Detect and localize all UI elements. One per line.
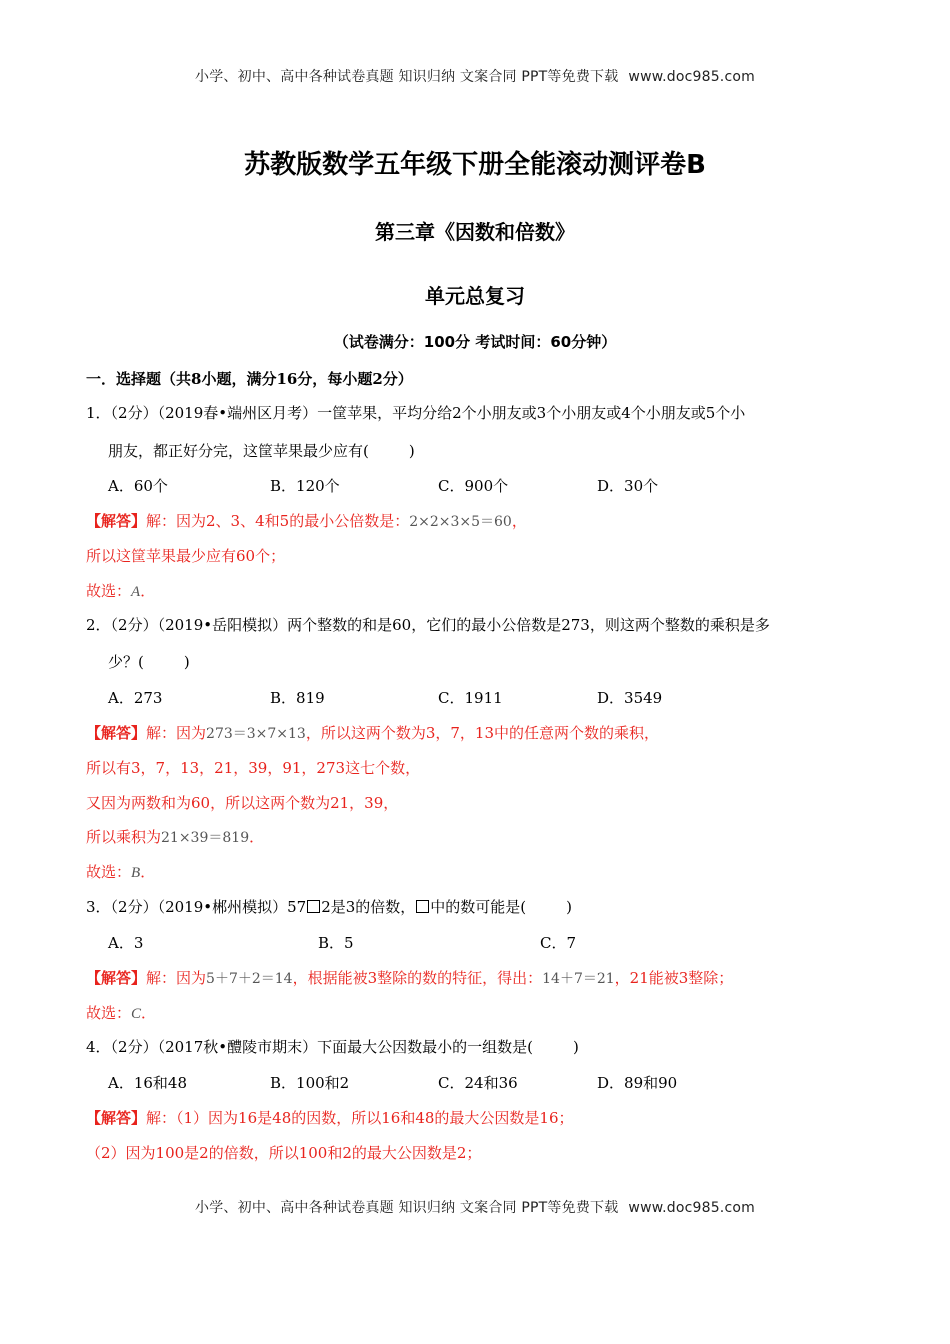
header-text: 小学、初中、高中各种试卷真题 知识归纳 文案合同 PPT等免费下载	[195, 69, 619, 85]
q2-answer-pre: 解：因为	[146, 724, 207, 742]
q2-option-c[interactable]: C．1911	[438, 689, 503, 707]
q1-option-b[interactable]: B．120个	[270, 477, 340, 495]
exam-info: （试卷满分：100分 考试时间：60分钟）	[333, 333, 617, 351]
q1-answer-label: 【解答】	[86, 512, 147, 530]
q3-choice-end: ．	[141, 1004, 157, 1022]
main-title: 苏教版数学五年级下册全能滚动测评卷B	[244, 150, 706, 180]
q3-option-b[interactable]: B．5	[318, 934, 354, 952]
q2-choice-letter: B	[131, 865, 141, 881]
q2-answer-label: 【解答】	[86, 724, 147, 742]
header-url[interactable]: www.doc985.com	[628, 69, 755, 85]
q3-answer-label: 【解答】	[86, 969, 147, 987]
q2-answer4-pre: 所以乘积为	[86, 828, 162, 846]
q3-option-c[interactable]: C．7	[540, 934, 577, 952]
q4-option-b[interactable]: B．100和2	[270, 1074, 350, 1092]
q1-choice-prefix: 故选：	[86, 582, 132, 600]
q1-choice-letter: A	[131, 584, 141, 600]
q3-answer-mid: ，根据能被3整除的数的特征，得出：	[292, 969, 543, 987]
q3-stem-post: 中的数可能是(	[430, 898, 527, 916]
q2-option-b[interactable]: B．819	[270, 689, 325, 707]
q3-answer-math2: 14＋7＝21	[542, 971, 615, 987]
q2-choice-end: ．	[140, 863, 156, 881]
q2-answer-line1	[86, 723, 659, 744]
q2-answer-post: ，所以这两个数为3，7，13中的任意两个数的乘积，	[305, 724, 660, 742]
q1-option-c[interactable]: C．900个	[438, 477, 509, 495]
q1-stem-end: 朋友，都正好分完，这筐苹果最少应有(	[108, 442, 369, 460]
q2-line1: 2．（2分）（2019•岳阳模拟）两个整数的和是60，它们的最小公倍数是273，则这两个整数的乘积是多	[86, 616, 770, 634]
q1-choice-end: ．	[140, 582, 156, 600]
q3-choice	[86, 1003, 156, 1024]
q3-line1	[86, 897, 572, 917]
q2-answer-math: 273＝3×7×13	[206, 726, 306, 742]
q3-choice-letter: C	[131, 1006, 142, 1022]
q1-answer-line2: 所以这筐苹果最少应有60个；	[86, 547, 286, 565]
q2-answer-line4	[86, 827, 264, 848]
page-footer	[0, 1197, 950, 1217]
q4-option-d[interactable]: D．89和90	[597, 1074, 678, 1092]
footer-text: 小学、初中、高中各种试卷真题 知识归纳 文案合同 PPT等免费下载	[195, 1200, 619, 1216]
q2-stem-end: 少？(	[108, 653, 144, 671]
chapter-title: 第三章《因数和倍数》	[375, 220, 575, 244]
q3-answer-line1	[86, 968, 733, 989]
q1-line1: 1．（2分）（2019春•端州区月考）一筐苹果，平均分给2个小朋友或3个小朋友或4个小朋友或5个小	[86, 404, 746, 422]
q4-line1	[86, 1037, 579, 1057]
page-header	[0, 66, 950, 86]
q2-option-d[interactable]: D．3549	[597, 689, 663, 707]
q2-answer4-end: ．	[249, 828, 265, 846]
q2-answer-line3: 又因为两数和为60，所以这两个数为21，39，	[86, 794, 399, 812]
q1-answer-math: 2×2×3×5＝60	[409, 514, 512, 530]
q1-choice	[86, 581, 155, 602]
blank-box-icon	[307, 900, 320, 913]
q3-stem-pre: 3．（2分）（2019•郴州模拟）57	[86, 898, 307, 916]
q4-paren-close: )	[572, 1038, 579, 1056]
q2-choice-prefix: 故选：	[86, 863, 132, 881]
q3-stem-mid: 2是3的倍数，	[321, 898, 416, 916]
q2-line2	[108, 652, 190, 672]
q2-paren-close: )	[183, 653, 190, 671]
q1-option-d[interactable]: D．30个	[597, 477, 659, 495]
q1-line2	[108, 441, 415, 461]
q1-answer-text: 解：因为2、3、4和5的最小公倍数是：	[146, 512, 410, 530]
q4-answer-line1	[86, 1108, 574, 1128]
q3-answer-post: ，21能被3整除；	[614, 969, 734, 987]
blank-box-icon	[416, 900, 429, 913]
q4-answer-text: 解：（1）因为16是48的因数，所以16和48的最大公因数是16；	[146, 1109, 574, 1127]
footer-url[interactable]: www.doc985.com	[628, 1200, 755, 1216]
q1-answer-end: ，	[511, 512, 527, 530]
q4-option-a[interactable]: A．16和48	[108, 1074, 188, 1092]
q3-answer-math1: 5＋7＋2＝14	[206, 971, 293, 987]
unit-title: 单元总复习	[425, 284, 525, 308]
q3-option-a[interactable]: A．3	[108, 934, 144, 952]
q1-answer-line1	[86, 511, 527, 532]
q4-answer-label: 【解答】	[86, 1109, 147, 1127]
q4-answer-line2: （2）因为100是2的倍数，所以100和2的最大公因数是2；	[86, 1144, 482, 1162]
q4-stem: 4．（2分）（2017秋•醴陵市期末）下面最大公因数最小的一组数是(	[86, 1038, 533, 1056]
q2-answer-line2: 所以有3，7，13，21，39，91，273这七个数，	[86, 759, 421, 777]
q2-answer4-math: 21×39＝819	[161, 830, 250, 846]
q2-option-a[interactable]: A．273	[108, 689, 163, 707]
q3-paren-close: )	[566, 898, 573, 916]
q1-option-a[interactable]: A．60个	[108, 477, 168, 495]
q4-option-c[interactable]: C．24和36	[438, 1074, 518, 1092]
q3-choice-prefix: 故选：	[86, 1004, 132, 1022]
q1-paren-close: )	[408, 442, 415, 460]
q3-answer-pre: 解：因为	[146, 969, 207, 987]
q2-choice	[86, 862, 155, 883]
section-heading: 一．选择题（共8小题，满分16分，每小题2分）	[86, 370, 413, 388]
